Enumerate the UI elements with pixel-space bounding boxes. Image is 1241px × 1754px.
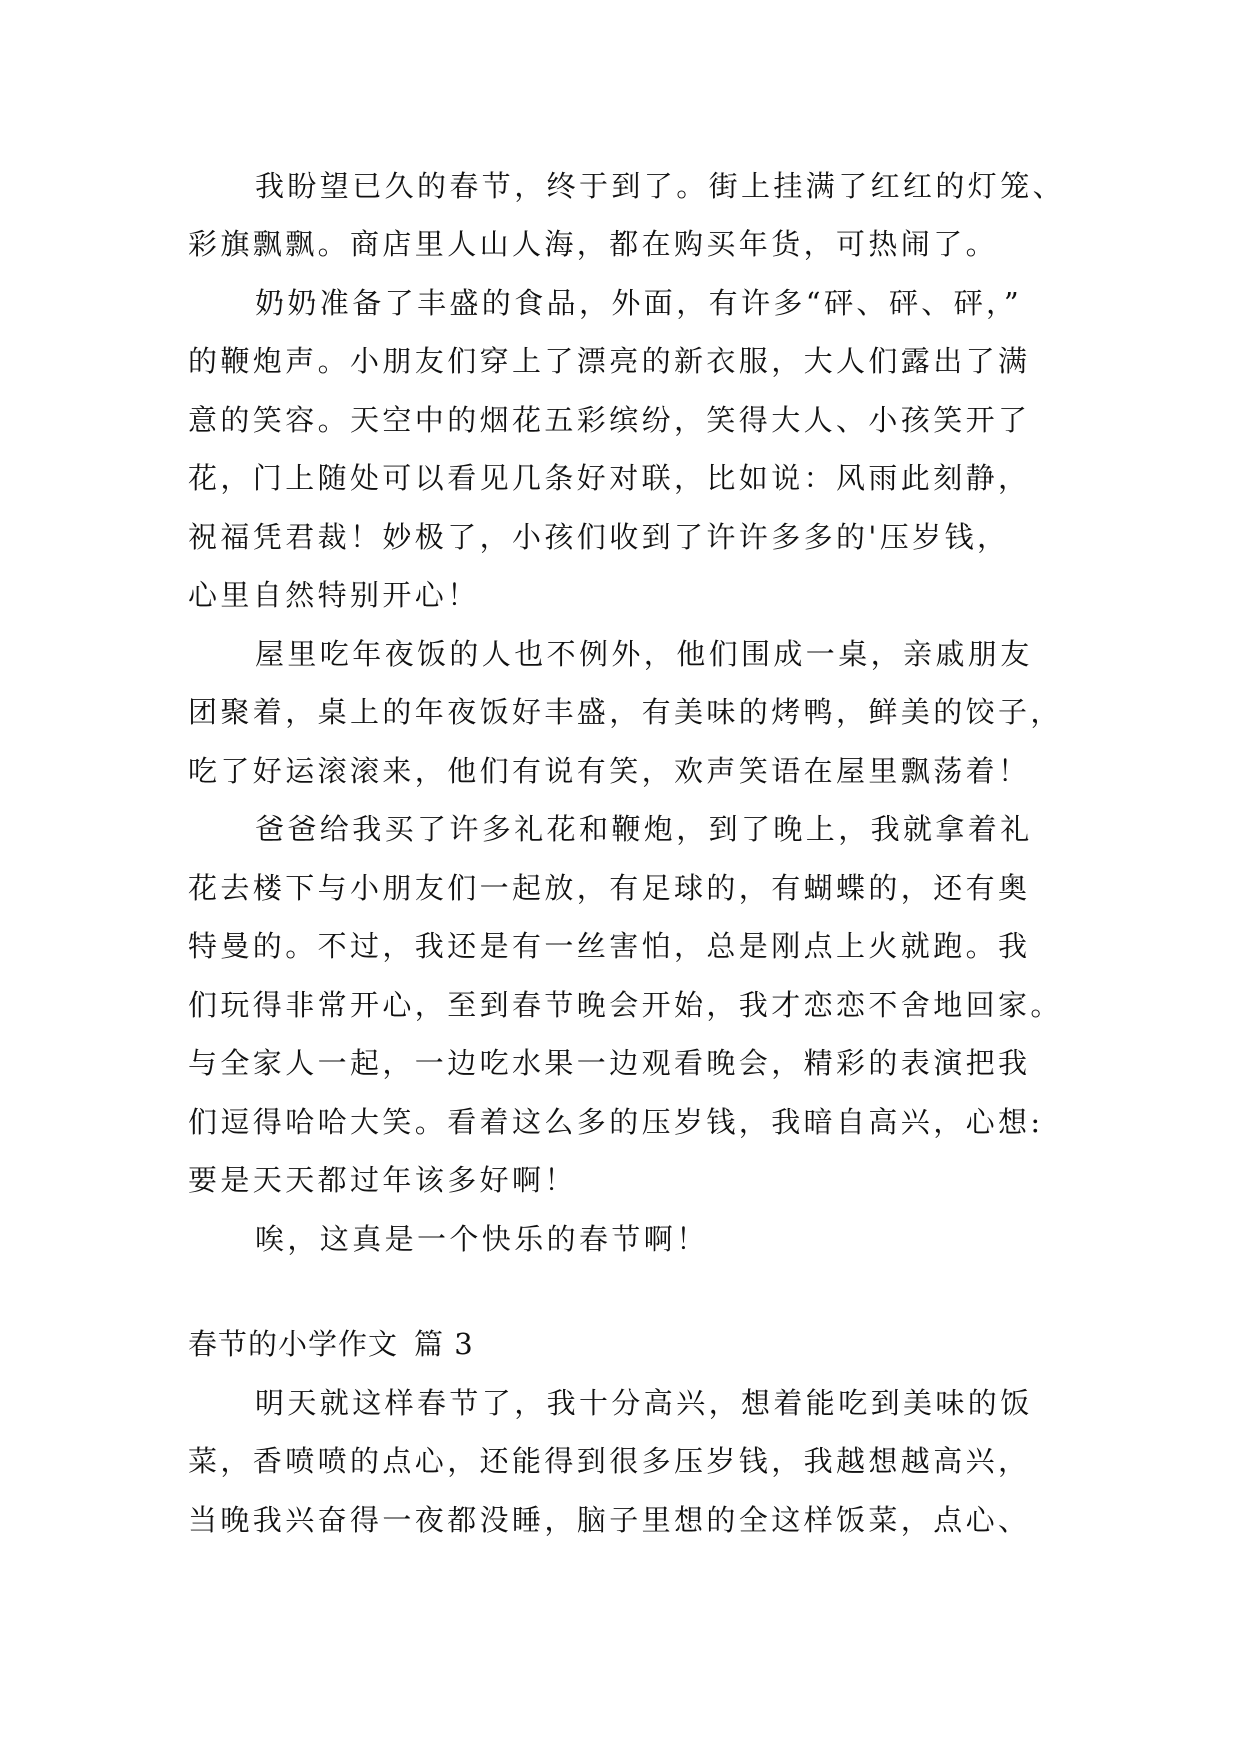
paragraph-4-line-1: 爸爸给我买了许多礼花和鞭炮，到了晚上，我就拿着礼 (255, 812, 1033, 846)
paragraph-1-line-1: 我盼望已久的春节，终于到了。街上挂满了红红的灯笼、 (255, 169, 1066, 203)
paragraph-3-line-1: 屋里吃年夜饭的人也不例外，他们围成一桌，亲戚朋友 (255, 637, 1033, 671)
section-heading-title: 春节的小学作文 (188, 1327, 399, 1361)
paragraph-4-line-5: 与全家人一起，一边吃水果一边观看晚会，精彩的表演把我 (188, 1046, 1031, 1080)
paragraph-4-line-6: 们逗得哈哈大笑。看着这么多的压岁钱，我暗自高兴，心想: (188, 1105, 1044, 1139)
paragraph-3-line-2: 团聚着，桌上的年夜饭好丰盛，有美味的烤鸭，鲜美的饺子， (188, 695, 1063, 729)
paragraph-4-line-2: 花去楼下与小朋友们一起放，有足球的，有蝴蝶的，还有奥 (188, 871, 1031, 905)
paragraph-1-line-2: 彩旗飘飘。商店里人山人海，都在购买年货，可热闹了。 (188, 227, 999, 261)
section-paragraph-line-1: 明天就这样春节了，我十分高兴，想着能吃到美味的饭 (255, 1386, 1033, 1420)
paragraph-2-line-1: 奶奶准备了丰盛的食品，外面，有许多“砰、砰、砰，” (255, 286, 1023, 320)
section-paragraph-line-3: 当晚我兴奋得一夜都没睡，脑子里想的全这样饭菜，点心、 (188, 1503, 1031, 1537)
paragraph-2-line-5: 祝福凭君裁！妙极了，小孩们收到了许许多多的'压岁钱， (188, 520, 1010, 554)
paragraph-2-line-2: 的鞭炮声。小朋友们穿上了漂亮的新衣服，大人们露出了满 (188, 344, 1031, 378)
section-heading (188, 1324, 1068, 1364)
paragraph-2-line-3: 意的笑容。天空中的烟花五彩缤纷，笑得大人、小孩笑开了 (188, 403, 1031, 437)
paragraph-2-line-4: 花，门上随处可以看见几条好对联，比如说：风雨此刻静， (188, 461, 1031, 495)
paragraph-4-line-3: 特曼的。不过，我还是有一丝害怕，总是刚点上火就跑。我 (188, 929, 1031, 963)
paragraph-5-line-1: 唉，这真是一个快乐的春节啊！ (255, 1222, 709, 1256)
paragraph-4-line-4: 们玩得非常开心，至到春节晚会开始，我才恋恋不舍地回家。 (188, 988, 1063, 1022)
paragraph-4-line-7: 要是天天都过年该多好啊！ (188, 1163, 577, 1197)
section-heading-number: 篇 3 (414, 1327, 474, 1361)
paragraph-3-line-3: 吃了好运滚滚来，他们有说有笑，欢声笑语在屋里飘荡着！ (188, 754, 1031, 788)
section-paragraph-line-2: 菜，香喷喷的点心，还能得到很多压岁钱，我越想越高兴， (188, 1444, 1031, 1478)
paragraph-2-line-6: 心里自然特别开心！ (188, 578, 480, 612)
